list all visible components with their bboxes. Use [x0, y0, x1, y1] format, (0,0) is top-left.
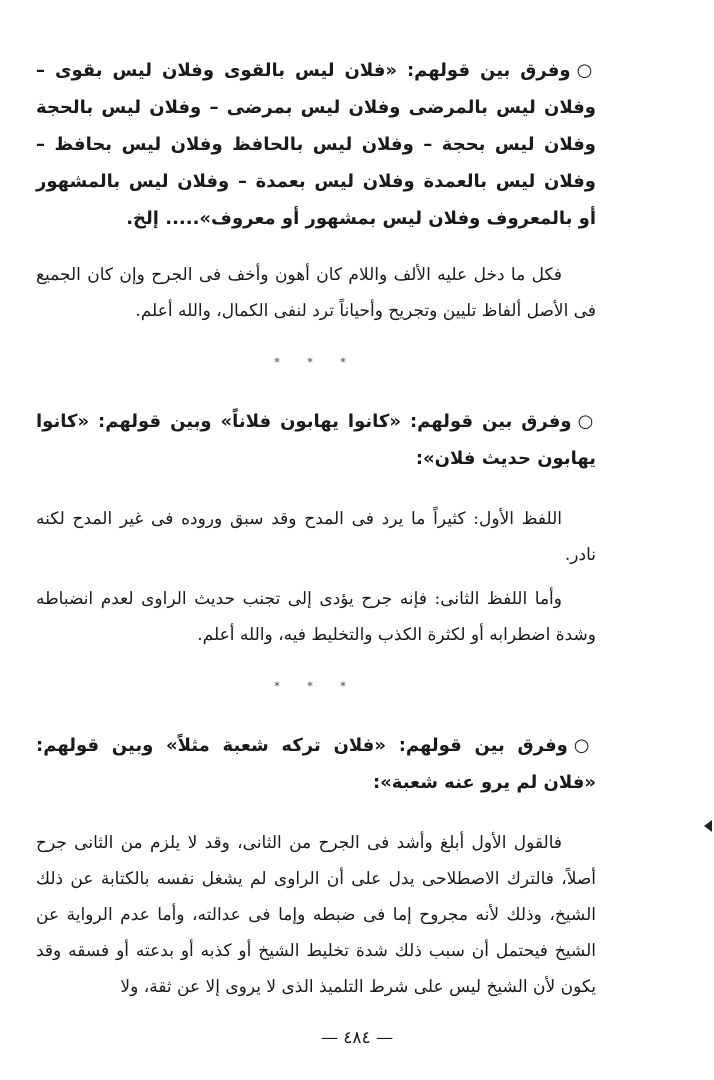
separator-stars-1: * * *	[274, 356, 358, 369]
circle-bullet-icon: ○	[577, 411, 596, 432]
section-1-heading	[36, 52, 596, 237]
page-body	[36, 52, 596, 1005]
section-2-heading-text: وفرق بين قولهم: «كانوا يهابون فلاناً» وبين قولهم: «كانوا يهابون حديث فلان»:	[36, 411, 596, 469]
circle-bullet-icon: ○	[573, 735, 596, 756]
section-1-heading-text: وفرق بين قولهم: «فلان ليس بالقوى وفلان ليس بقوى – وفلان ليس بالمرضى وفلان ليس بمرضى – وفلان ليس بالحجة وفلان ليس بحجة – وفلان ليس بالحافظ وفلان ليس بحافظ – وفلان ليس بالعمدة وفلان ليس بعمدة – وفلان ليس بالمشهور أو بالمعروف وفلان ليس بمشهور أو معروف»..... إلخ.	[36, 60, 596, 229]
page-number: — ٤٨٤ —	[320, 1028, 394, 1048]
separator-stars-2: * * *	[274, 680, 358, 693]
circle-bullet-icon: ○	[576, 60, 596, 81]
section-2-paragraph-1: اللفظ الأول: كثيراً ما يرد فى المدح وقد سبق وروده فى غير المدح لكنه نادر.	[36, 509, 596, 565]
section-2-paragraph-2: وأما اللفظ الثانى: فإنه جرح يؤدى إلى تجنب حديث الراوى لعدم انضباطه وشدة اضطرابه أو لكثرة الكذب والتخليط فيه، والله أعلم.	[36, 589, 596, 645]
section-2-heading	[36, 403, 596, 477]
section-3-heading	[36, 727, 596, 801]
page-edge-marker	[704, 820, 712, 832]
section-3-paragraph: فالقول الأول أبلغ وأشد فى الجرح من الثانى، وقد لا يلزم من الثانى جرح أصلاً، فالترك الاصطلاحى يدل على أن الراوى لم يشغل نفسه بالكتابة عن ذلك الشيخ، وذلك لأنه مجروح إما فى ضبطه وإما فى عدالته، وأما عدم الرواية عن الشيخ فيحتمل أن سبب ذلك شدة تخليط الشيخ أو كذبه أو بدعته أو فسقه وقد يكون لأن الشيخ ليس على شرط التلميذ الذى لا يروى إلا عن ثقة، ولا	[36, 833, 596, 997]
section-1-paragraph: فكل ما دخل عليه الألف واللام كان أهون وأخف فى الجرح وإن كان الجميع فى الأصل ألفاظ تليين وتجريح وأحياناً ترد لنفى الكمال، والله أعلم.	[36, 265, 596, 321]
section-3-heading-text: وفرق بين قولهم: «فلان تركه شعبة مثلاً» وبين قولهم: «فلان لم يرو عنه شعبة»:	[36, 735, 596, 793]
